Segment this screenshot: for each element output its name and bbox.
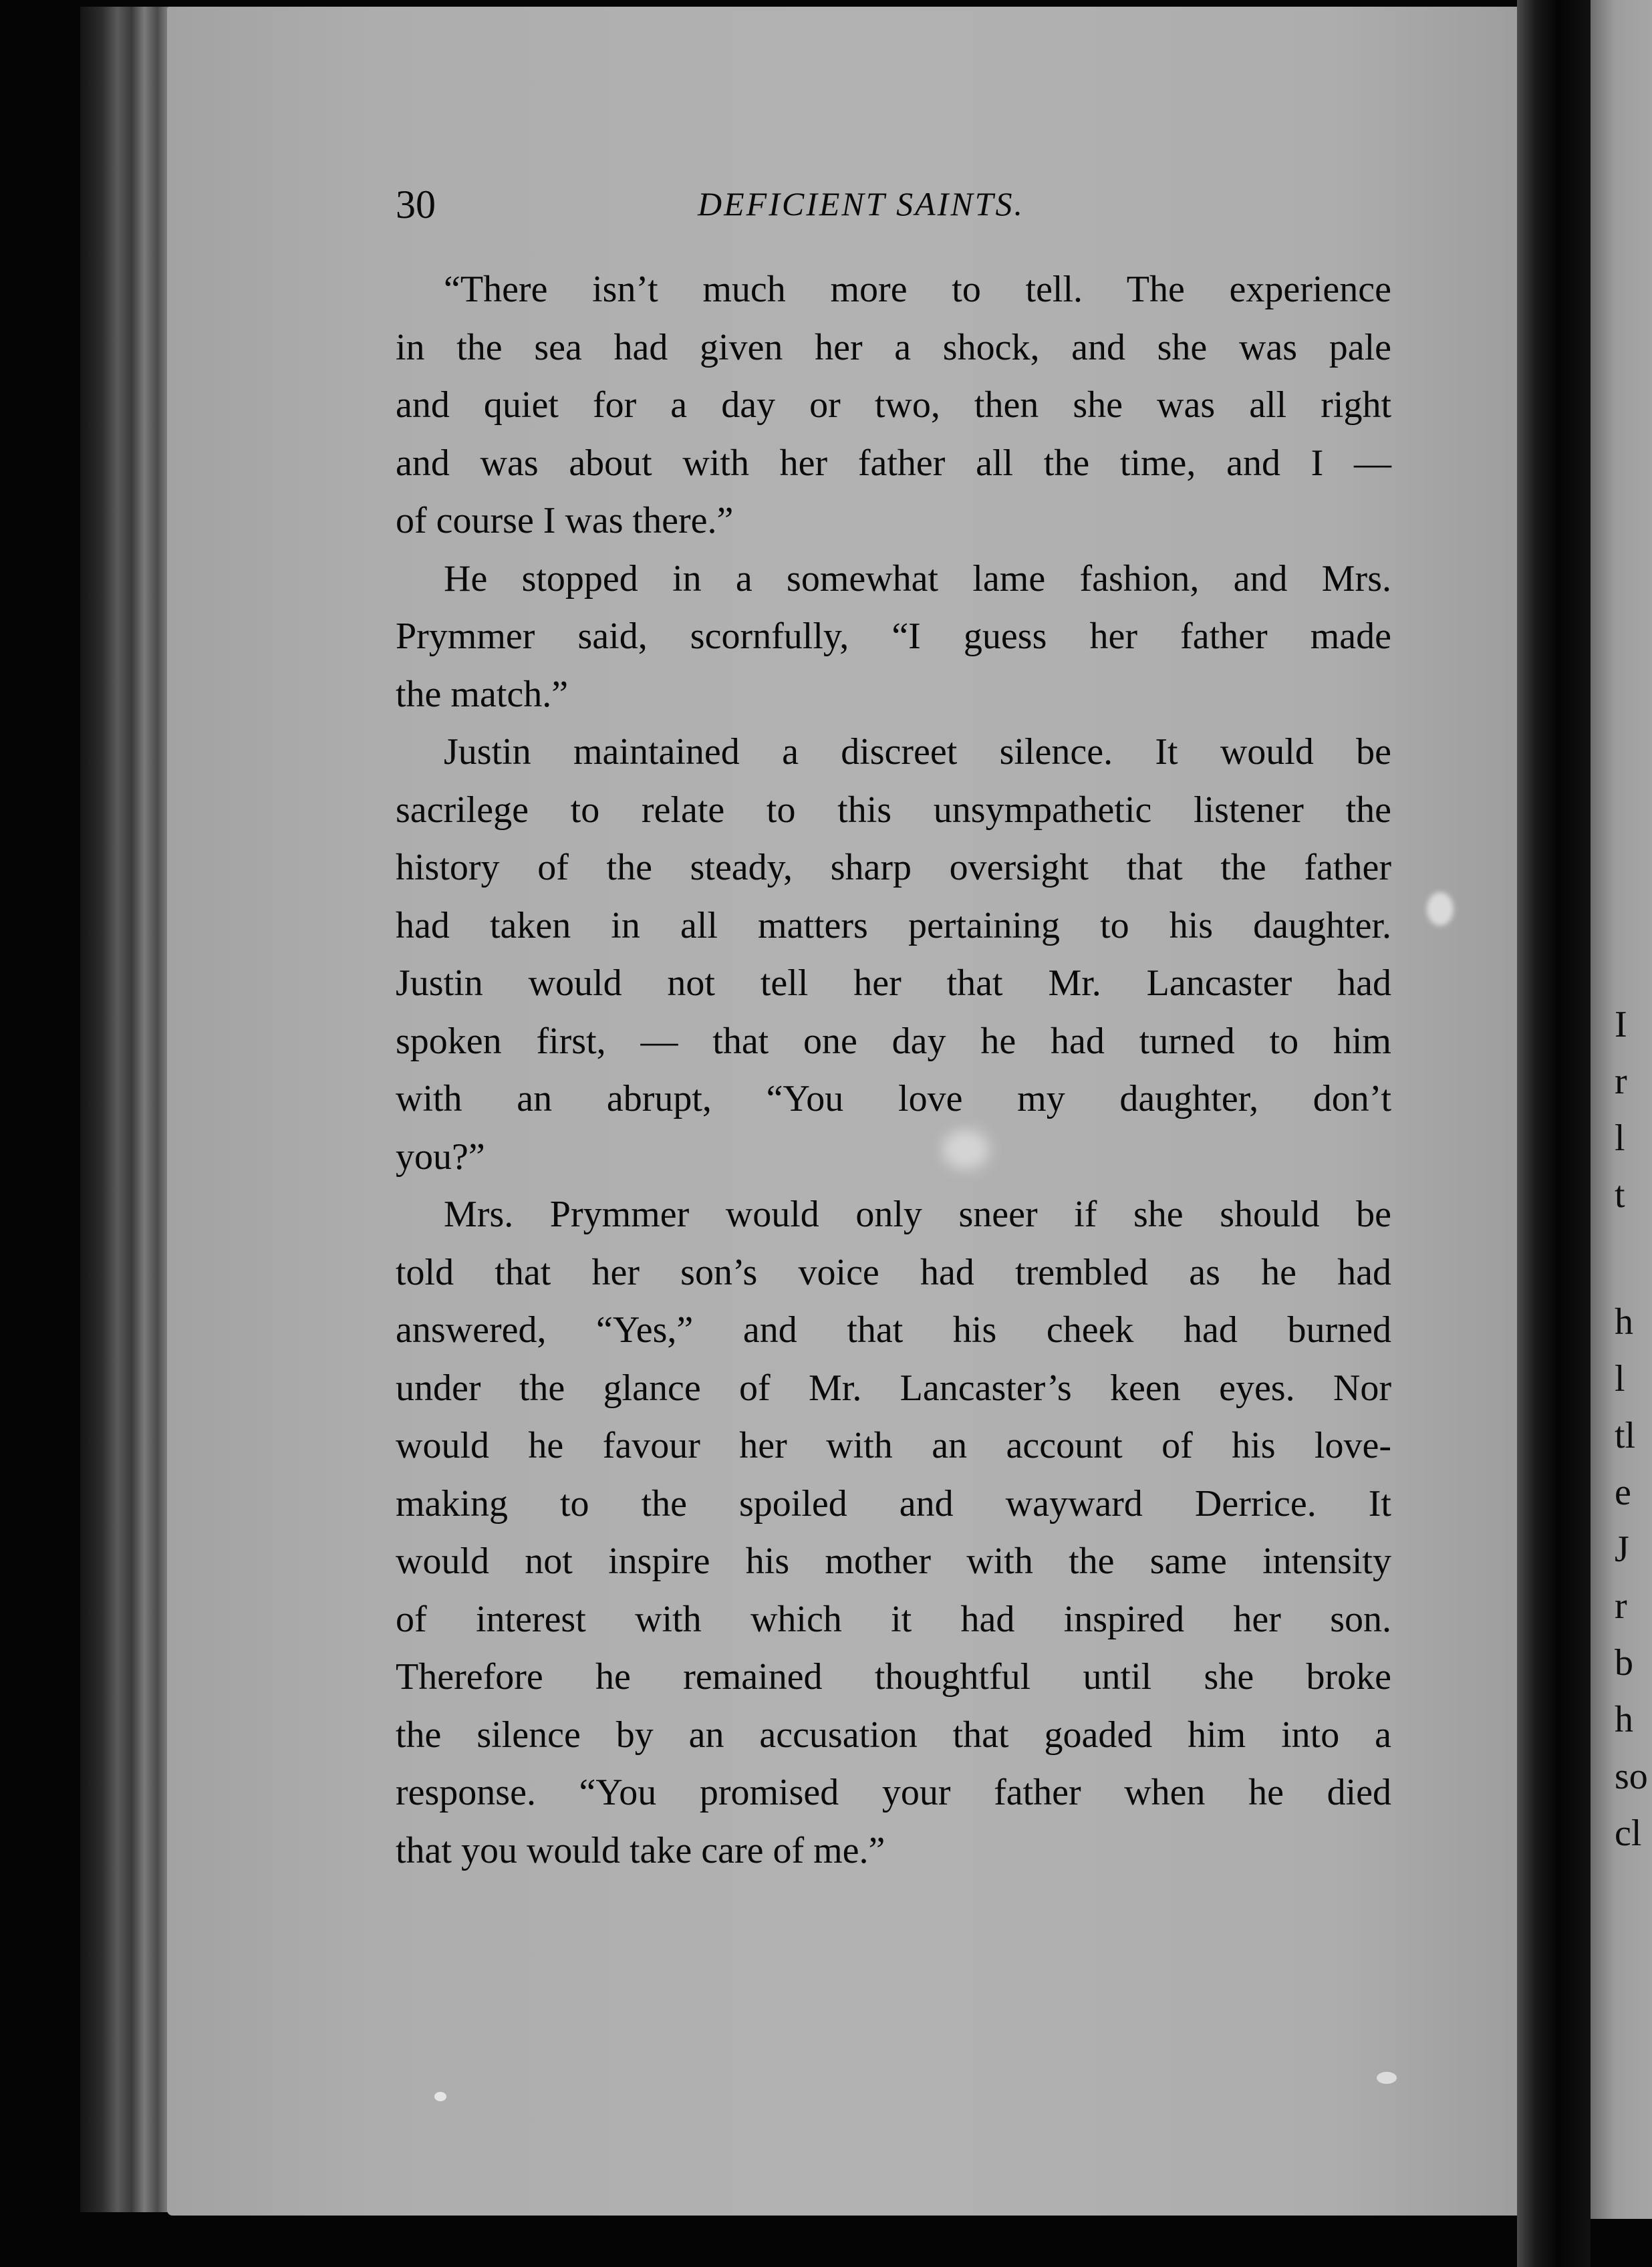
- text-line: that you would take care of me.”: [396, 1829, 885, 1871]
- text-line: of course I was there.”: [396, 500, 734, 541]
- page-header: [396, 182, 1378, 235]
- page-number: 30: [396, 182, 436, 227]
- text-line: in the sea had given her a shock, and she was pale: [396, 326, 1391, 368]
- scan-speck: [1377, 2072, 1397, 2084]
- text-line: and was about with her father all the time, and I —: [396, 442, 1391, 484]
- facing-fragment: h: [1615, 1699, 1633, 1740]
- text-line: with an abrupt, “You love my daughter, don’t: [396, 1078, 1391, 1119]
- text-line: Mrs. Prymmer would only sneer if she should be: [444, 1194, 1391, 1235]
- text-line: “There isn’t much more to tell. The experience: [444, 269, 1391, 310]
- facing-fragment: J: [1615, 1528, 1629, 1570]
- text-line: and quiet for a day or two, then she was all right: [396, 384, 1391, 426]
- text-line: answered, “Yes,” and that his cheek had burned: [396, 1309, 1391, 1351]
- text-line: told that her son’s voice had trembled as he had: [396, 1251, 1391, 1293]
- text-line: sacrilege to relate to this unsympathetic listener the: [396, 789, 1391, 831]
- facing-fragment: I: [1615, 1004, 1627, 1045]
- text-line: spoken first, — that one day he had turned to him: [396, 1020, 1391, 1062]
- text-line: Justin maintained a discreet silence. It would be: [444, 731, 1391, 773]
- body-text: [396, 261, 1391, 1879]
- facing-fragment: r: [1615, 1585, 1627, 1627]
- text-line: would he favour her with an account of his love-: [396, 1425, 1391, 1466]
- text-line: Justin would not tell her that Mr. Lancaster had: [396, 962, 1391, 1004]
- facing-fragment: r: [1615, 1061, 1627, 1102]
- text-line: would not inspire his mother with the same intensity: [396, 1541, 1391, 1582]
- binding-gutter: [1517, 0, 1591, 2267]
- facing-fragment: tl: [1615, 1415, 1636, 1456]
- facing-fragment: l: [1615, 1358, 1625, 1399]
- scan-speck: [942, 1129, 989, 1170]
- facing-fragment: l: [1615, 1117, 1625, 1159]
- text-line: under the glance of Mr. Lancaster’s keen eyes. Nor: [396, 1367, 1391, 1409]
- text-line: Prymmer said, scornfully, “I guess her father made: [396, 616, 1391, 657]
- facing-fragment: b: [1615, 1642, 1633, 1684]
- facing-fragment: so: [1615, 1756, 1648, 1797]
- text-line: He stopped in a somewhat lame fashion, and Mrs.: [444, 557, 1391, 599]
- facing-fragment: e: [1615, 1472, 1631, 1513]
- text-line: response. “You promised your father when he died: [396, 1772, 1391, 1813]
- text-line: had taken in all matters pertaining to his daughter.: [396, 904, 1391, 946]
- text-line: history of the steady, sharp oversight that the father: [396, 847, 1391, 888]
- running-title: DEFICIENT SAINTS.: [698, 185, 1024, 223]
- facing-page-sliver: [1591, 0, 1652, 2219]
- scan-speck: [434, 2092, 446, 2101]
- text-line: of interest with which it had inspired her son.: [396, 1598, 1391, 1640]
- facing-fragment: t: [1615, 1174, 1625, 1216]
- facing-fragment: h: [1615, 1301, 1633, 1343]
- text-line: Therefore he remained thoughtful until she broke: [396, 1656, 1391, 1698]
- text-line: the match.”: [396, 673, 569, 715]
- facing-fragment: cl: [1615, 1813, 1642, 1854]
- text-line: the silence by an accusation that goaded him into a: [396, 1714, 1391, 1756]
- text-line: you?”: [396, 1136, 485, 1178]
- text-line: making to the spoiled and wayward Derrice. It: [396, 1482, 1391, 1524]
- scan-speck: [1427, 892, 1454, 926]
